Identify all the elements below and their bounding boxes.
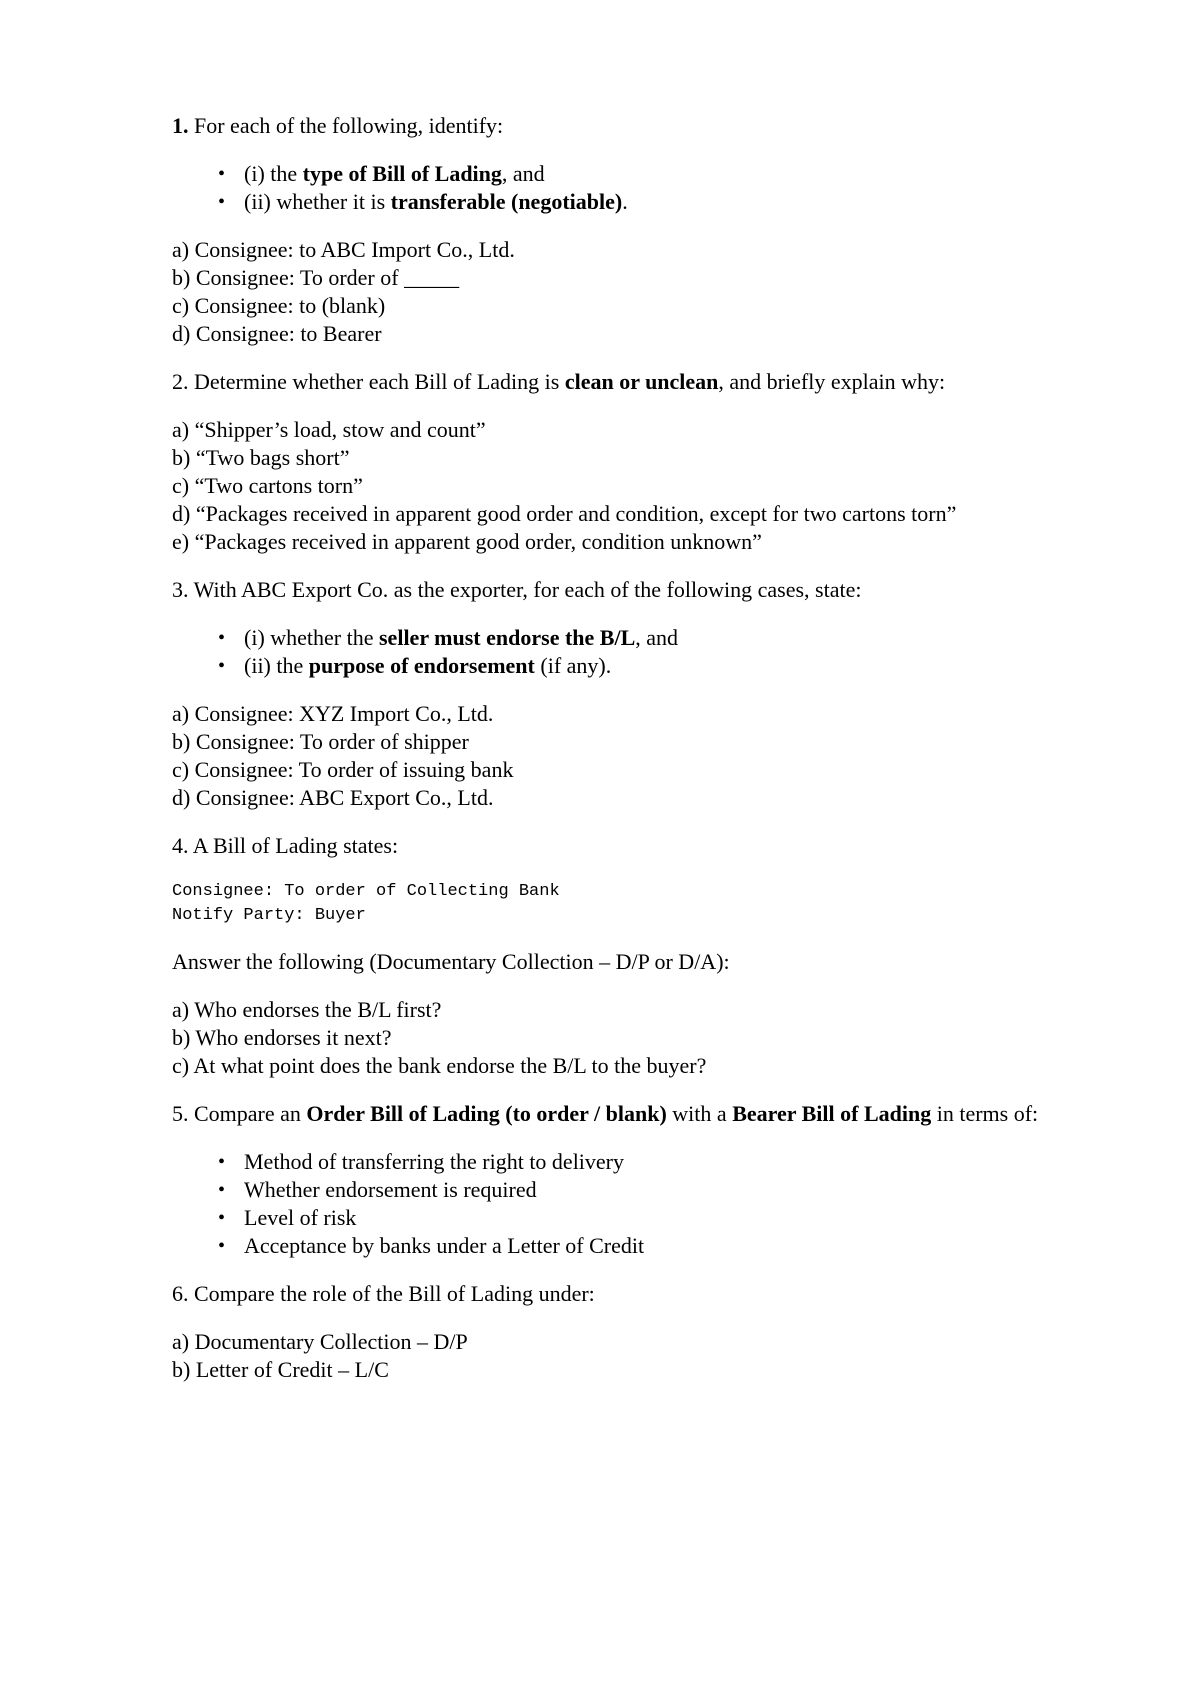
q5-bullet-list [172, 1148, 1052, 1260]
q1-number: 1. [172, 113, 189, 138]
q1-item-d: d) Consignee: to Bearer [172, 321, 382, 346]
q1-bullet-list [172, 160, 1052, 216]
q2-item-e: e) “Packages received in apparent good order, condition unknown” [172, 529, 762, 554]
bullet-icon: • [218, 655, 226, 677]
bullet-icon: • [218, 191, 226, 213]
list-item: • Method of transferring the right to delivery [218, 1149, 625, 1174]
bullet-icon: • [218, 1207, 226, 1229]
q4-item-b: b) Who endorses it next? [172, 1025, 392, 1050]
q3-item-d: d) Consignee: ABC Export Co., Ltd. [172, 785, 494, 810]
q2-item-d: d) “Packages received in apparent good order and condition, except for two cartons torn” [172, 501, 957, 526]
q4-heading: 4. A Bill of Lading states: [172, 833, 399, 858]
list-item: • Acceptance by banks under a Letter of Credit [218, 1233, 645, 1258]
list-item: • (ii) the purpose of endorsement (if any). [218, 653, 612, 678]
bullet-icon: • [218, 1151, 226, 1173]
list-item: • Level of risk [218, 1205, 357, 1230]
list-item: • (ii) whether it is transferable (negotiable). [218, 189, 628, 214]
q2-item-b: b) “Two bags short” [172, 445, 350, 470]
list-item: • Whether endorsement is required [218, 1177, 537, 1202]
q3-item-b: b) Consignee: To order of shipper [172, 729, 469, 754]
q6-item-a: a) Documentary Collection – D/P [172, 1329, 468, 1354]
q2-heading: 2. Determine whether each Bill of Lading is clean or unclean, and briefly explain why: [172, 369, 946, 394]
bullet-icon: • [218, 163, 226, 185]
q2-item-a: a) “Shipper’s load, stow and count” [172, 417, 486, 442]
q4-code-line-2: Notify Party: Buyer [172, 906, 366, 925]
q4-code-line-1: Consignee: To order of Collecting Bank [172, 882, 560, 901]
q6-heading: 6. Compare the role of the Bill of Lading under: [172, 1281, 595, 1306]
q4-answer-intro: Answer the following (Documentary Collection – D/P or D/A): [172, 949, 730, 974]
q1-intro: For each of the following, identify: [188, 113, 504, 138]
q4-item-a: a) Who endorses the B/L first? [172, 997, 442, 1022]
q6-item-b: b) Letter of Credit – L/C [172, 1357, 389, 1382]
q3-item-c: c) Consignee: To order of issuing bank [172, 757, 514, 782]
q3-heading: 3. With ABC Export Co. as the exporter, for each of the following cases, state: [172, 577, 862, 602]
list-item: • (i) whether the seller must endorse the B/L, and [218, 625, 679, 650]
q1-item-b: b) Consignee: To order of _____ [172, 265, 460, 290]
q1-item-c: c) Consignee: to (blank) [172, 293, 386, 318]
q5-heading: 5. Compare an Order Bill of Lading (to order / blank) with a Bearer Bill of Lading in terms of: [172, 1101, 1039, 1126]
list-item: • (i) the type of Bill of Lading, and [218, 161, 545, 186]
q2-item-c: c) “Two cartons torn” [172, 473, 363, 498]
q1-item-a: a) Consignee: to ABC Import Co., Ltd. [172, 237, 515, 262]
q3-item-a: a) Consignee: XYZ Import Co., Ltd. [172, 701, 494, 726]
bullet-icon: • [218, 1235, 226, 1257]
q4-item-c: c) At what point does the bank endorse the B/L to the buyer? [172, 1053, 707, 1078]
document-page [172, 112, 1052, 1384]
q3-bullet-list [172, 624, 1052, 680]
q1-heading [172, 112, 1052, 140]
bullet-icon: • [218, 627, 226, 649]
bullet-icon: • [218, 1179, 226, 1201]
